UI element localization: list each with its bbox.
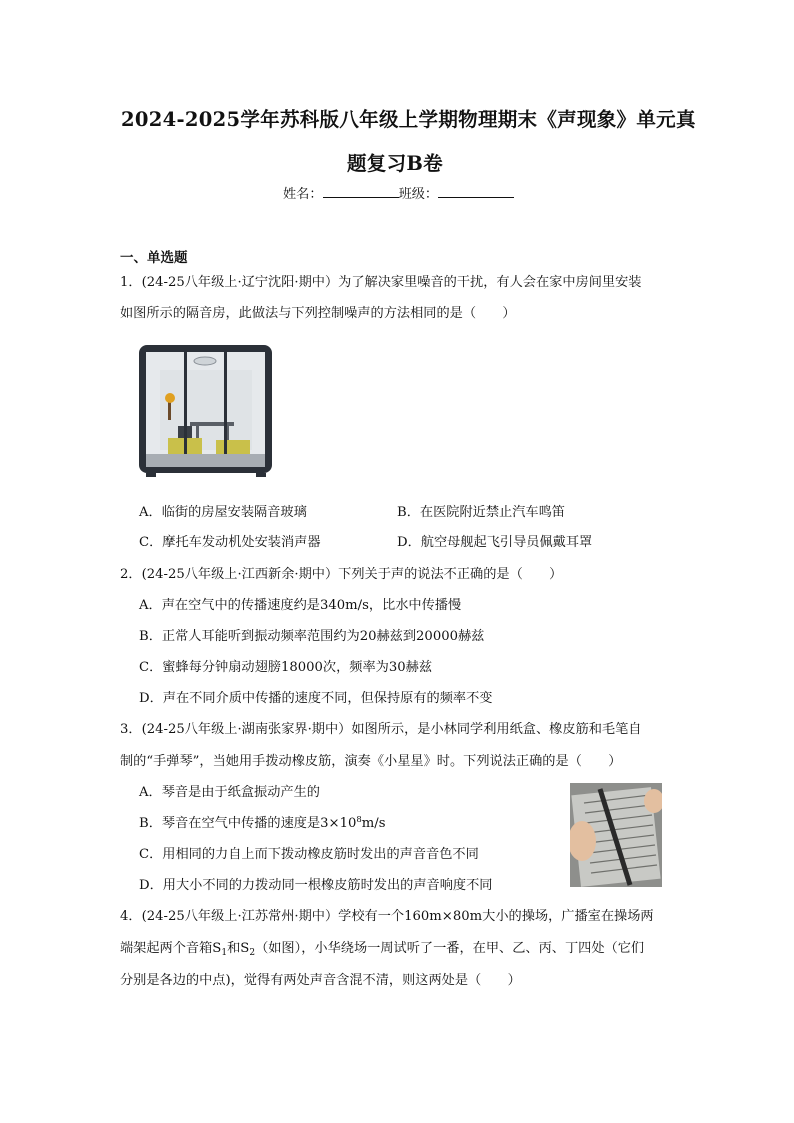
q3-stem-line1: 3．(24-25八年级上·湖南张家界·期中）如图所示，是小林同学利用纸盒、橡皮筋和毛笔自 [120, 722, 642, 737]
class-label: 班级： [398, 187, 439, 202]
q3-option-b-exponent: 8 [356, 815, 362, 825]
soundproof-booth-image [120, 326, 288, 492]
q3-option-d[interactable]: D．用大小不同的力拨动同一根橡皮筋时发出的声音响度不同 [139, 878, 493, 893]
q4-line2-pre: 端架起两个音箱S [120, 941, 222, 956]
q2-option-d[interactable]: D．声在不同介质中传播的速度不同，但保持原有的频率不变 [139, 691, 493, 706]
q1-option-c[interactable]: C．摩托车发动机处安装消声器 [139, 535, 321, 550]
q3-option-b-unit: m/s [361, 816, 386, 831]
document-title-line2: 题复习B卷 [347, 152, 443, 175]
document-title-line1: 2024-2025学年苏科版八年级上学期物理期末《声现象》单元真 [121, 108, 696, 131]
q1-stem-line1: 1．(24-25八年级上·辽宁沈阳·期中）为了解决家里噪音的干扰，有人会在家中房间里安装 [120, 275, 642, 290]
student-info [283, 183, 514, 202]
q3-option-b-text: B．琴音在空气中传播的速度是3×10 [139, 816, 357, 831]
q4-stem-line2 [120, 937, 644, 956]
q3-stem-line2: 制的“手弹琴”，当她用手拨动橡皮筋，演奏《小星星》时。下列说法正确的是（ ） [120, 754, 622, 769]
q3-option-a[interactable]: A．琴音是由于纸盒振动产生的 [139, 785, 320, 800]
q1-stem-line2: 如图所示的隔音房，此做法与下列控制噪声的方法相同的是（ ） [120, 306, 516, 321]
q2-option-b[interactable]: B．正常人耳能听到振动频率范围约为20赫兹到20000赫兹 [139, 629, 485, 644]
q1-option-b[interactable]: B．在医院附近禁止汽车鸣笛 [397, 505, 565, 520]
q4-stem-line1: 4．(24-25八年级上·江苏常州·期中）学校有一个160m×80m大小的操场，广播室在操场两 [120, 909, 654, 924]
speaker-s1-subscript: 1 [221, 948, 228, 958]
q2-option-a[interactable]: A．声在空气中的传播速度约是340m/s，比水中传播慢 [139, 598, 462, 613]
q2-option-c[interactable]: C．蜜蜂每分钟扇动翅膀18000次，频率为30赫兹 [139, 660, 433, 675]
q4-line2-mid: 和S [227, 941, 250, 956]
q1-option-d[interactable]: D．航空母舰起飞引导员佩戴耳罩 [397, 535, 593, 550]
speaker-s2-subscript: 2 [249, 948, 256, 958]
q1-option-a[interactable]: A．临街的房屋安装隔音玻璃 [139, 505, 307, 520]
q3-option-b[interactable] [139, 812, 386, 831]
q3-option-c[interactable]: C．用相同的力自上而下拨动橡皮筋时发出的声音音色不同 [139, 847, 479, 862]
name-label: 姓名： [283, 187, 323, 202]
name-blank[interactable] [323, 185, 399, 198]
q2-stem: 2．(24-25八年级上·江西新余·期中）下列关于声的说法不正确的是（ ） [120, 567, 563, 582]
q4-line2-post: （如图），小华绕场一周试听了一番，在甲、乙、丙、丁四处（它们 [255, 941, 645, 956]
q4-stem-line3: 分别是各边的中点)，觉得有两处声音含混不清，则这两处是（ ） [120, 973, 521, 988]
section-heading: 一、单选题 [120, 250, 188, 266]
hand-harp-image [570, 783, 662, 887]
class-blank[interactable] [438, 185, 514, 198]
